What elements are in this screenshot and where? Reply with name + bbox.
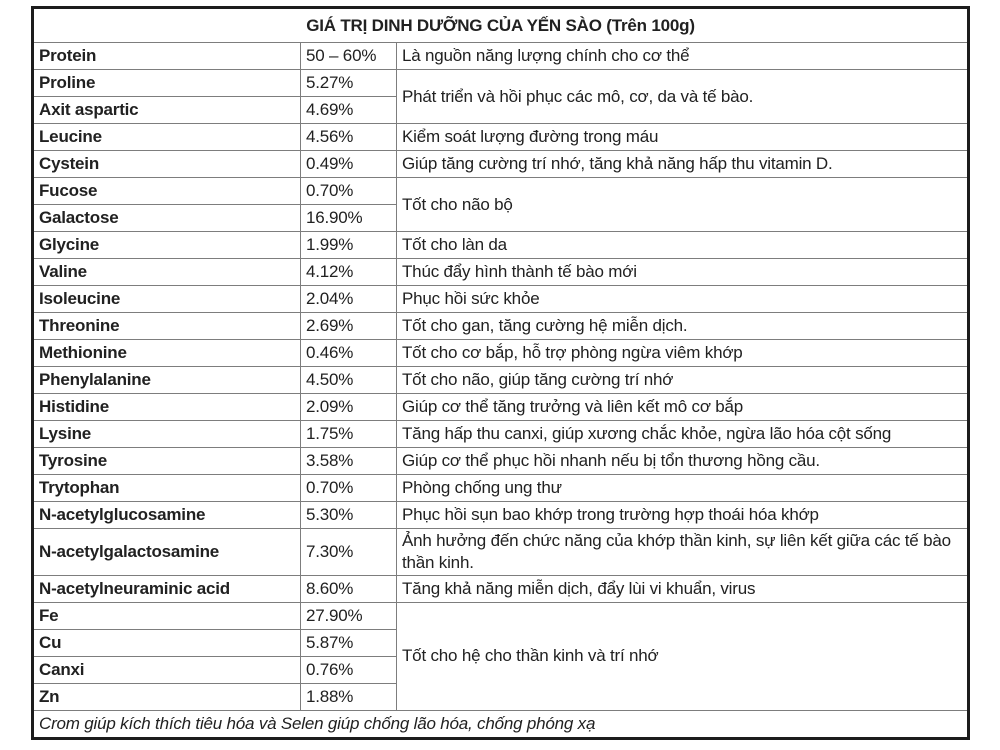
nutrient-desc-cell: Kiểm soát lượng đường trong máu [397,124,969,151]
nutrient-desc-cell: Là nguồn năng lượng chính cho cơ thể [397,43,969,70]
nutrient-value-cell: 8.60% [301,575,397,602]
table-row [33,70,969,97]
nutrient-name-cell: Glycine [33,232,301,259]
table-row [33,710,969,738]
nutrient-value-cell: 0.76% [301,656,397,683]
nutrient-name-cell: Fucose [33,178,301,205]
nutrient-value-cell: 0.46% [301,340,397,367]
table-row [33,529,969,576]
nutrient-value-cell: 5.30% [301,502,397,529]
nutrient-name-cell: Tyrosine [33,448,301,475]
nutrient-name-cell: Canxi [33,656,301,683]
table-row [33,602,969,629]
nutrient-name-cell: Cystein [33,151,301,178]
nutrient-name-cell: Phenylalanine [33,367,301,394]
nutrient-value-cell: 5.27% [301,70,397,97]
nutrient-desc-cell: Tốt cho não bộ [397,178,969,232]
nutrient-value-cell: 1.88% [301,683,397,710]
nutrient-value-cell: 4.69% [301,97,397,124]
nutrient-desc-cell: Tăng hấp thu canxi, giúp xương chắc khỏe, ngừa lão hóa cột sống [397,421,969,448]
nutrient-value-cell: 2.09% [301,394,397,421]
nutrient-name-cell: Valine [33,259,301,286]
nutrient-value-cell: 5.87% [301,629,397,656]
nutrient-desc-cell: Tăng khả năng miễn dịch, đẩy lùi vi khuẩn, virus [397,575,969,602]
nutrient-desc-cell: Tốt cho làn da [397,232,969,259]
nutrient-value-cell: 0.70% [301,178,397,205]
nutrient-value-cell: 1.99% [301,232,397,259]
nutrient-name-cell: Trytophan [33,475,301,502]
nutrient-desc-cell: Phát triển và hồi phục các mô, cơ, da và tế bào. [397,70,969,124]
nutrient-name-cell: Galactose [33,205,301,232]
nutrient-value-cell: 16.90% [301,205,397,232]
nutrient-desc-cell: Tốt cho hệ cho thần kinh và trí nhớ [397,602,969,710]
table-footnote: Crom giúp kích thích tiêu hóa và Selen giúp chống lão hóa, chống phóng xạ [33,710,969,738]
nutrient-name-cell: N-acetylneuraminic acid [33,575,301,602]
table-row [33,502,969,529]
table-row [33,394,969,421]
nutrient-desc-cell: Tốt cho não, giúp tăng cường trí nhớ [397,367,969,394]
nutrient-name-cell: Methionine [33,340,301,367]
table-row [33,8,969,43]
table-row [33,313,969,340]
nutrient-value-cell: 0.49% [301,151,397,178]
nutrient-name-cell: Lysine [33,421,301,448]
nutrient-desc-cell: Giúp cơ thể tăng trưởng và liên kết mô cơ bắp [397,394,969,421]
nutrient-name-cell: Cu [33,629,301,656]
nutrient-desc-cell: Thúc đẩy hình thành tế bào mới [397,259,969,286]
nutrient-name-cell: N-acetylglucosamine [33,502,301,529]
table-row [33,340,969,367]
nutrient-value-cell: 3.58% [301,448,397,475]
table-row [33,286,969,313]
table-row [33,178,969,205]
nutrient-value-cell: 27.90% [301,602,397,629]
nutrient-value-cell: 4.56% [301,124,397,151]
table-title: GIÁ TRỊ DINH DƯỠNG CỦA YẾN SÀO (Trên 100g) [33,8,969,43]
nutrient-value-cell: 1.75% [301,421,397,448]
nutrient-value-cell: 2.04% [301,286,397,313]
nutrient-value-cell: 4.12% [301,259,397,286]
nutrient-value-cell: 7.30% [301,529,397,576]
nutrient-value-cell: 0.70% [301,475,397,502]
nutrient-desc-cell: Giúp cơ thể phục hồi nhanh nếu bị tổn thương hồng cầu. [397,448,969,475]
nutrient-desc-cell: Phục hồi sụn bao khớp trong trường hợp thoái hóa khớp [397,502,969,529]
nutrient-name-cell: Histidine [33,394,301,421]
table-row [33,475,969,502]
nutrient-value-cell: 4.50% [301,367,397,394]
nutrient-desc-cell: Phục hồi sức khỏe [397,286,969,313]
nutrient-name-cell: Leucine [33,124,301,151]
table-row [33,259,969,286]
nutrient-name-cell: N-acetylgalactosamine [33,529,301,576]
nutrient-name-cell: Axit aspartic [33,97,301,124]
nutrient-name-cell: Zn [33,683,301,710]
table-row [33,232,969,259]
table-row [33,575,969,602]
table-row [33,367,969,394]
nutrient-name-cell: Isoleucine [33,286,301,313]
nutrient-value-cell: 2.69% [301,313,397,340]
nutrient-value-cell: 50 – 60% [301,43,397,70]
nutrient-desc-cell: Phòng chống ung thư [397,475,969,502]
table-row [33,124,969,151]
nutrient-desc-cell: Tốt cho cơ bắp, hỗ trợ phòng ngừa viêm khớp [397,340,969,367]
nutrition-table [31,6,970,740]
table-row [33,421,969,448]
nutrient-desc-cell: Ảnh hưởng đến chức năng của khớp thần kinh, sự liên kết giữa các tế bào thần kinh. [397,529,969,576]
nutrient-name-cell: Fe [33,602,301,629]
nutrient-name-cell: Protein [33,43,301,70]
nutrient-desc-cell: Giúp tăng cường trí nhớ, tăng khả năng hấp thu vitamin D. [397,151,969,178]
nutrient-desc-cell: Tốt cho gan, tăng cường hệ miễn dịch. [397,313,969,340]
nutrient-name-cell: Threonine [33,313,301,340]
nutrient-name-cell: Proline [33,70,301,97]
table-row [33,448,969,475]
table-row [33,151,969,178]
table-row [33,43,969,70]
